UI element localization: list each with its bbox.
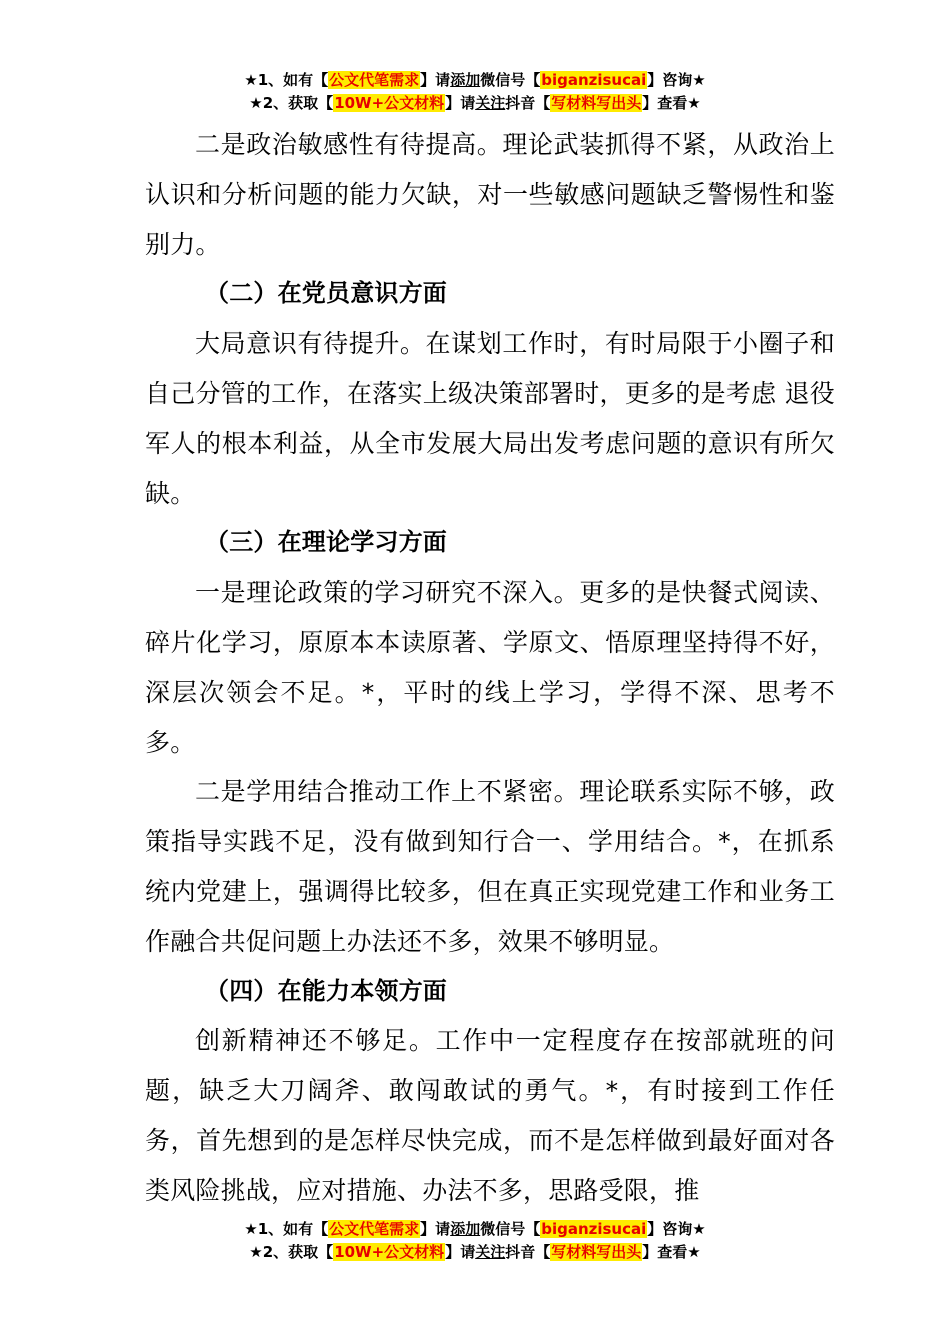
banner-text: 】查看★ bbox=[642, 1243, 701, 1261]
paragraph: 二是学用结合推动工作上不紧密。理论联系实际不够，政策指导实践不足，没有做到知行合一、学用结合。*，在抓系统内党建上，强调得比较多，但在真正实现党建工作和业务工作融合共促问题上办法还不多，效果不够明显。 bbox=[145, 777, 835, 956]
banner-text: 】请 bbox=[445, 94, 476, 112]
banner-underlined: 添加 bbox=[450, 1220, 481, 1238]
banner-highlight: biganzisucai bbox=[541, 71, 647, 89]
banner-text: ★1、如有【 bbox=[244, 71, 329, 89]
banner-text: 】咨询★ bbox=[647, 1220, 706, 1238]
banner-underlined: 关注 bbox=[475, 94, 506, 112]
banner-highlight: 10W+公文材料 bbox=[334, 1243, 445, 1261]
banner-line-1 bbox=[0, 69, 950, 92]
banner-text: ★1、如有【 bbox=[244, 1220, 329, 1238]
banner-text: 微信号【 bbox=[480, 1220, 541, 1238]
banner-text: 】请 bbox=[445, 1243, 476, 1261]
banner-text: 抖音【 bbox=[505, 94, 551, 112]
document-body bbox=[145, 120, 835, 1216]
banner-highlight: biganzisucai bbox=[541, 1220, 647, 1238]
banner-underlined: 添加 bbox=[450, 71, 481, 89]
banner-highlight: 写材料写出头 bbox=[551, 94, 642, 112]
banner-underlined: 关注 bbox=[475, 1243, 506, 1261]
banner-highlight: 公文代笔需求 bbox=[329, 71, 420, 89]
banner-text: ★2、获取【 bbox=[249, 94, 334, 112]
paragraph: 二是政治敏感性有待提高。理论武装抓得不紧，从政治上认识和分析问题的能力欠缺，对一些敏感问题缺乏警惕性和鉴别力。 bbox=[145, 130, 835, 259]
section-heading: （四）在能力本领方面 bbox=[205, 976, 447, 1005]
section-heading: （二）在党员意识方面 bbox=[205, 279, 447, 308]
section-heading: （三）在理论学习方面 bbox=[205, 528, 447, 557]
banner-text: 】查看★ bbox=[642, 94, 701, 112]
banner-highlight: 10W+公文材料 bbox=[334, 94, 445, 112]
banner-text: 】咨询★ bbox=[647, 71, 706, 89]
banner-text: 】请 bbox=[420, 1220, 451, 1238]
banner-line-2 bbox=[0, 1241, 950, 1264]
banner-text: 微信号【 bbox=[480, 71, 541, 89]
banner-line-2 bbox=[0, 92, 950, 115]
paragraph: 创新精神还不够足。工作中一定程度存在按部就班的问题，缺乏大刀阔斧、敢闯敢试的勇气。*，有时接到工作任务，首先想到的是怎样尽快完成，而不是怎样做到最好面对各类风险挑战，应对措施、办法不多，思路受限，推 bbox=[145, 1026, 835, 1205]
banner-highlight: 公文代笔需求 bbox=[329, 1220, 420, 1238]
banner-line-1 bbox=[0, 1218, 950, 1241]
banner-text: ★2、获取【 bbox=[249, 1243, 334, 1261]
banner-text: 抖音【 bbox=[505, 1243, 551, 1261]
top-banner bbox=[0, 69, 950, 115]
paragraph: 一是理论政策的学习研究不深入。更多的是快餐式阅读、碎片化学习，原原本本读原著、学原文、悟原理坚持得不好，深层次领会不足。*，平时的线上学习，学得不深、思考不多。 bbox=[145, 578, 835, 757]
paragraph: 大局意识有待提升。在谋划工作时，有时局限于小圈子和自己分管的工作，在落实上级决策部署时，更多的是考虑 退役军人的根本利益，从全市发展大局出发考虑问题的意识有所欠缺。 bbox=[145, 329, 835, 508]
banner-highlight: 写材料写出头 bbox=[551, 1243, 642, 1261]
banner-text: 】请 bbox=[420, 71, 451, 89]
bottom-banner bbox=[0, 1218, 950, 1264]
